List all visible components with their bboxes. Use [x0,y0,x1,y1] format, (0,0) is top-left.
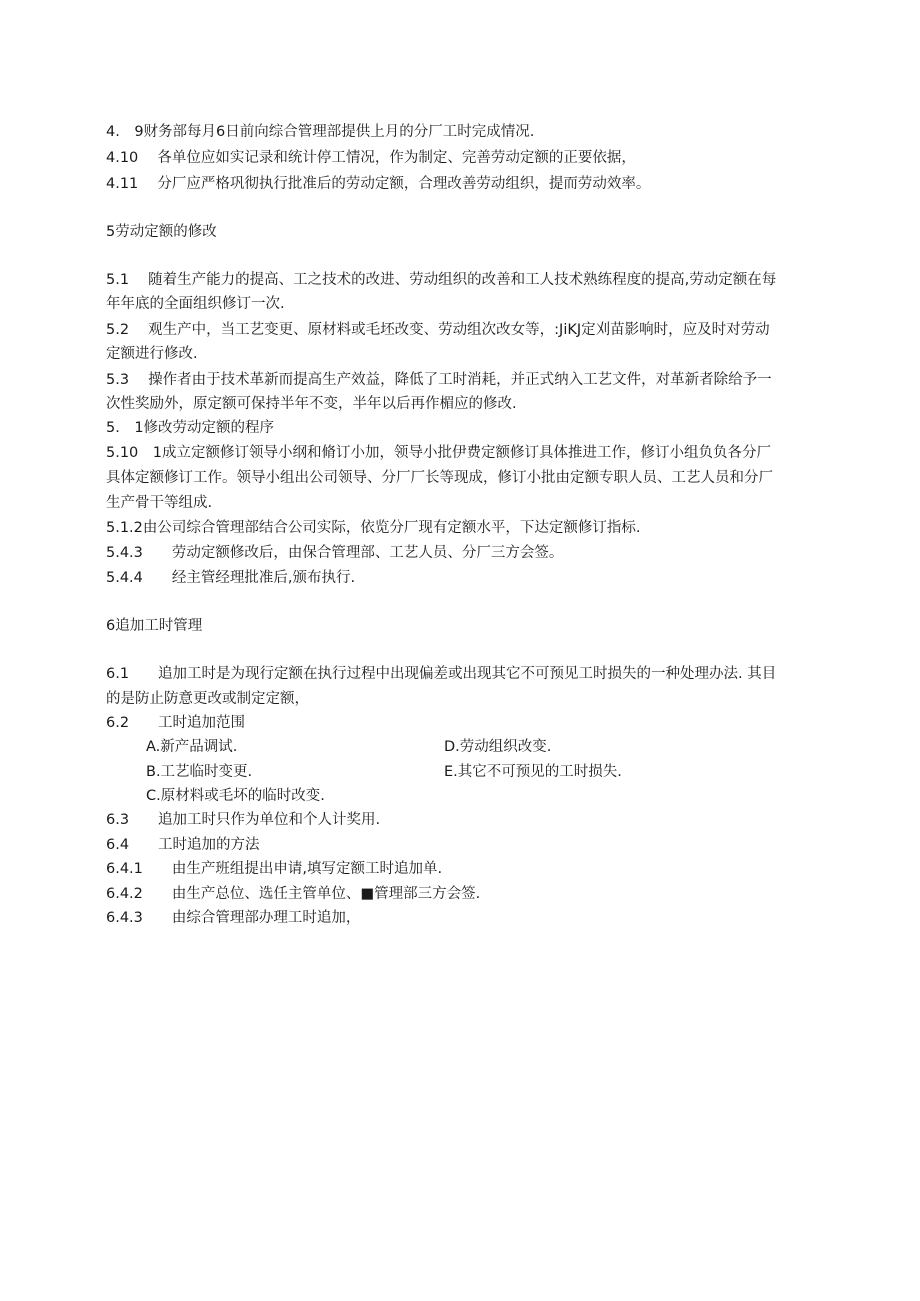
clause-5-2-line1: 5.2 观生产中，当工艺变更、原材料或毛坯改变、劳动组次改女等，:JiKJ定刈苗影响时，应及时对劳动 [106,322,770,338]
clause-6-1-line1: 6.1 追加工时是为现行定额在执行过程中出现偏差或出现其它不可预见工时损失的一种处理办法. 其目 [106,666,777,682]
clause-6-4-1: 6.4.1 由生产班组提出申请,填写定额工时追加单. [106,861,443,877]
scope-item-d: D.劳动组织改变. [444,739,552,755]
scope-item-b: B.工艺临时变更. [146,764,253,780]
clause-4-10: 4.10 各单位应如实记录和统计停工情况，作为制定、完善劳动定额的正要依据， [106,150,636,166]
clause-4-11: 4.11 分厂应严格巩彻执行批准后的劳动定额，合理改善劳动组织，提而劳动效率。 [106,176,651,192]
clause-5-10-line2: 具体定额修订工作。领导小组出公司领导、分厂厂长等现成，修订小批由定额专职人员、工艺人员和分厂 [106,470,773,486]
section-5-heading: 5劳动定额的修改 [106,224,217,240]
clause-5-3-line1: 5.3 操作者由于技术革新而提高生产效益，降低了工时消耗，并正式纳入工艺文件，对革新者除给予一 [106,372,772,388]
clause-5-3-line2: 次性奖励外，原定额可保持半年不变，半年以后再作楣应的修改. [106,396,517,412]
clause-6-4: 6.4 工时追加的方法 [106,837,260,853]
clause-5-4-heading: 5. 1修改劳动定额的程序 [106,420,275,436]
section-6-heading: 6追加工时管理 [106,618,203,634]
scope-item-e: E.其它不可预见的工时损失. [444,764,622,780]
clause-5-1-2: 5.1.2由公司综合管理部结合公司实际，依览分厂现有定额水平，下达定额修订指标. [106,520,641,536]
clause-6-4-3: 6.4.3 由综合管理部办理工时追加， [106,910,361,926]
scope-item-c: C.原材料或毛坏的临时改变. [146,788,325,804]
clause-6-2: 6.2 工时追加范围 [106,715,246,731]
clause-5-4-3: 5.4.3 劳动定额修改后，由保合管理部、工艺人员、分厂三方会签。 [106,545,564,561]
clause-5-1-line1: 5.1 随着生产能力的提高、工之技术的改进、劳动组织的改善和工人技术熟练程度的提高,劳动定额在每 [106,272,777,288]
clause-5-2-line2: 定额进行修改. [106,346,198,362]
clause-6-3: 6.3 追加工时只作为单位和个人计奖用. [106,812,381,828]
clause-6-1-line2: 的是防止防意更改或制定定额， [106,691,309,707]
clause-4-9: 4. 9财务部每月6日前向综合管理部提供上月的分厂工时完成情况. [106,124,535,140]
clause-5-10-line1: 5.10 1成立定额修订领导小纲和脩订小加，领导小批伊费定额修订具体推进工作，修订小组负负各分厂 [106,445,772,461]
scope-item-a: A.新产品调试. [146,739,238,755]
clause-5-4-4: 5.4.4 经主管经理批准后,颁布执行. [106,570,356,586]
clause-5-1-line2: 年年底的全面组织修订一次. [106,296,285,312]
clause-5-10-line3: 生产骨干等组成. [106,495,213,511]
clause-6-4-2: 6.4.2 由生产总位、选任主管单位、■管理部三方会签. [106,886,481,902]
